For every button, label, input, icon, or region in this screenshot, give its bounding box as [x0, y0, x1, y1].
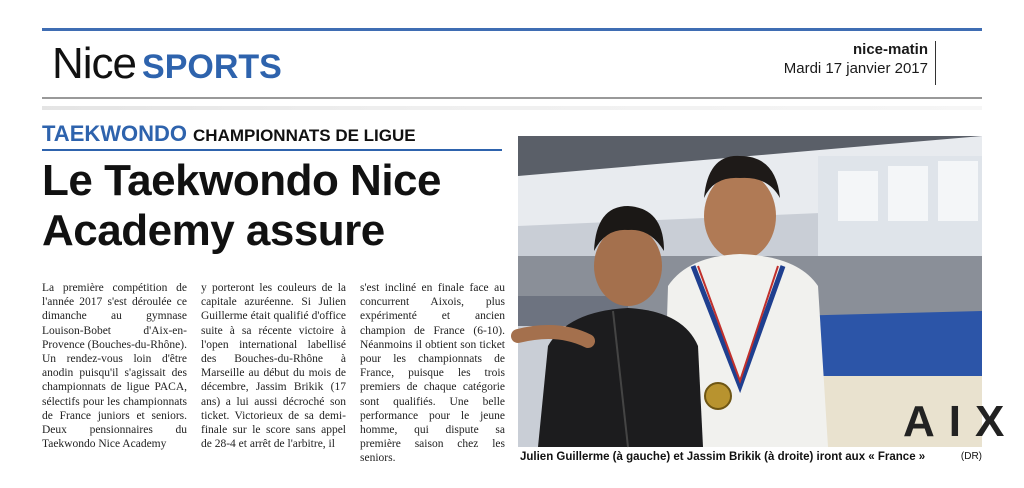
masthead: [784, 41, 928, 77]
headline-line-1: Le Taekwondo Nice: [42, 156, 441, 205]
newspaper-name: nice-matin: [852, 41, 928, 58]
article-kicker: [42, 121, 416, 147]
article-headline: [42, 156, 512, 256]
article-column-3: s'est incliné en finale face au concurrent Aixois, plus expérimenté et ancien champion de France (6-10). Néanmoins il obtient son ticket pour les championnats de France, puisque les trois premiers de chaque catégorie sont qualifiés. Une belle performance pour le jeune homme, qui dispute sa première saison chez les seniors.: [360, 282, 505, 465]
banner-text: AIX: [903, 397, 1019, 446]
faint-rule: [42, 106, 982, 110]
article-photo: [518, 136, 1019, 447]
publication-date: Mardi 17 janvier 2017: [783, 60, 928, 77]
section-brand: [52, 39, 282, 89]
city-name: Nice: [52, 39, 137, 88]
header-rule: [42, 97, 982, 99]
article-column-2: y porteront les couleurs de la capitale azuréenne. Si Julien Guillerme était qualifié d'office suite à sa récente victoire à l'open international labellisé des Bouches-du-Rhône à Marseille au début du mois de décembre, Jassim Brikik (17 ans) a lui aussi décroché son ticket. Victorieux de sa demi-finale sur le score sans appel de 28-4 et arrêt de l'arbitre, il: [201, 282, 346, 451]
section-name: SPORTS: [142, 48, 282, 86]
caption-text: Julien Guillerme (à gauche) et Jassim Brikik (à droite) iront aux « France »: [520, 451, 926, 463]
masthead-divider: [935, 41, 936, 85]
kicker-topic: TAEKWONDO: [42, 121, 188, 146]
photo-illustration: [518, 136, 1019, 447]
article-column-1: La première compétition de l'année 2017 s'est déroulée ce dimanche au gymnase Louison-Bobet d'Aix-en-Provence (Bouches-du-Rhône). Un rendez-vous loin d'être anodin puisqu'il s'agissait des championnats de ligue PACA, sélectifs pour les championnats de France juniors et seniors. Deux pensionnaires du Taekwondo Nice Academy: [42, 282, 187, 451]
kicker-underline: [42, 149, 502, 151]
kicker-subtopic: CHAMPIONNATS DE LIGUE: [193, 126, 416, 145]
page-header: [42, 31, 982, 97]
photo-credit: (DR): [960, 451, 982, 462]
headline-line-2: Academy assure: [42, 206, 385, 255]
photo-caption: [520, 451, 982, 463]
